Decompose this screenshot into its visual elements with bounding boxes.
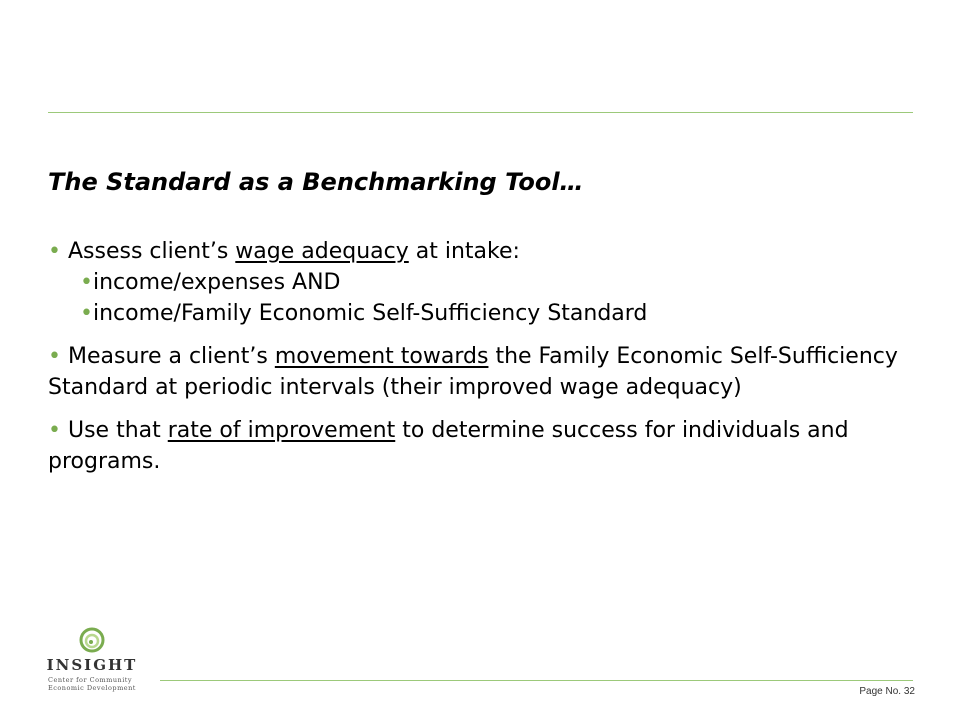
bullet-item-1 bbox=[48, 236, 918, 267]
bullet-marker: • bbox=[48, 344, 61, 369]
logo-wordmark: INSIGHT bbox=[46, 656, 138, 674]
bullet-item-3 bbox=[48, 415, 918, 477]
bullet-marker: • bbox=[48, 239, 61, 264]
sub-bullet-item-1 bbox=[80, 267, 918, 298]
logo-tagline bbox=[48, 676, 144, 692]
bullet-text: the Family Economic Self-Sufficiency Standard at periodic intervals (their improved wage adequacy) bbox=[48, 344, 898, 400]
bullet-list bbox=[48, 236, 918, 477]
bottom-divider bbox=[160, 680, 913, 681]
slide-title: The Standard as a Benchmarking Tool… bbox=[48, 168, 584, 196]
logo-tagline-line: Center for Community bbox=[48, 676, 133, 684]
bullet-text: Measure a client’s bbox=[67, 344, 275, 369]
bullet-text: to determine success for individuals and programs. bbox=[48, 418, 849, 474]
bullet-marker: • bbox=[48, 418, 61, 443]
bullet-text: income/expenses AND bbox=[92, 270, 341, 295]
sub-bullet-item-2 bbox=[80, 298, 918, 329]
bullet-marker: • bbox=[80, 270, 93, 295]
bullet-marker: • bbox=[80, 301, 93, 326]
bullet-text: income/Family Economic Self-Sufficiency Standard bbox=[92, 301, 648, 326]
logo-tagline-line: Economic Development bbox=[48, 684, 136, 692]
bullet-text: Assess client’s bbox=[67, 239, 236, 264]
bullet-item-2 bbox=[48, 341, 918, 403]
underlined-phrase: rate of improvement bbox=[167, 418, 396, 443]
underlined-phrase: movement towards bbox=[274, 344, 489, 369]
bullet-text: at intake: bbox=[408, 239, 520, 264]
top-divider bbox=[48, 112, 913, 113]
insight-logo bbox=[44, 626, 144, 696]
page-number: Page No. 32 bbox=[859, 686, 915, 697]
spiral-icon bbox=[44, 626, 144, 656]
bullet-text: Use that bbox=[67, 418, 168, 443]
underlined-phrase: wage adequacy bbox=[235, 239, 409, 264]
